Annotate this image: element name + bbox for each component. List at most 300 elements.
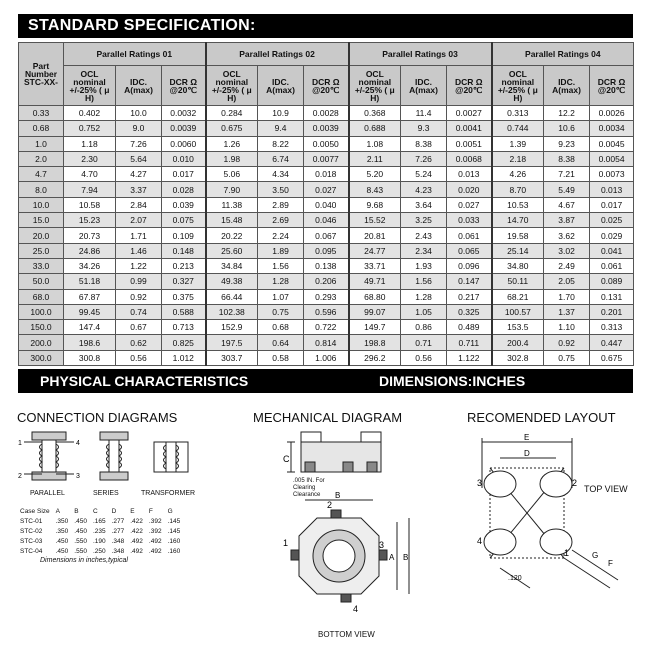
table-cell: 0.041 <box>590 243 634 258</box>
table-cell: 68.80 <box>349 289 401 304</box>
table-cell: 0.825 <box>162 335 206 350</box>
table-cell: 1.22 <box>116 258 162 273</box>
table-cell: 0.447 <box>590 335 634 350</box>
table-cell: 2.11 <box>349 151 401 166</box>
table-cell: 3.62 <box>544 228 590 243</box>
case-cell: .277 <box>111 527 125 535</box>
pad <box>484 471 516 497</box>
case-cell: .450 <box>55 537 69 545</box>
table-cell: 0.109 <box>162 228 206 243</box>
part-number-cell: 0.33 <box>19 106 64 121</box>
table-cell: 0.061 <box>590 258 634 273</box>
case-header-cell: A <box>55 507 60 515</box>
table-cell: 0.148 <box>162 243 206 258</box>
table-row <box>19 228 634 243</box>
table-cell: 20.22 <box>206 228 258 243</box>
table-cell: 0.86 <box>401 320 447 335</box>
series-diagram <box>100 432 128 480</box>
table-cell: 0.0034 <box>590 121 634 136</box>
table-cell: 152.9 <box>206 320 258 335</box>
table-cell: 2.18 <box>492 151 544 166</box>
table-cell: 51.18 <box>64 274 116 289</box>
part-number-cell: 15.0 <box>19 213 64 228</box>
table-cell: 1.08 <box>349 136 401 151</box>
table-cell: 0.018 <box>304 167 349 182</box>
table-cell: 0.313 <box>590 320 634 335</box>
table-cell: 1.26 <box>206 136 258 151</box>
case-cell: .190 <box>92 537 106 545</box>
table-row <box>19 121 634 136</box>
table-cell: 1.98 <box>206 151 258 166</box>
dim-d-label: D <box>524 449 530 458</box>
table-cell: 0.814 <box>304 335 349 350</box>
table-cell: 11.4 <box>401 106 447 121</box>
table-cell: 0.75 <box>258 304 304 319</box>
connection-title: CONNECTION DIAGRAMS <box>17 410 178 425</box>
table-cell: 1.89 <box>258 243 304 258</box>
table-cell: 0.027 <box>304 182 349 197</box>
table-cell: 198.6 <box>64 335 116 350</box>
table-cell: 0.0060 <box>162 136 206 151</box>
table-cell: 1.56 <box>258 258 304 273</box>
pad <box>540 471 572 497</box>
table-cell: 5.49 <box>544 182 590 197</box>
table-cell: 7.90 <box>206 182 258 197</box>
table-cell: 34.26 <box>64 258 116 273</box>
case-row <box>17 546 183 556</box>
case-size-table <box>17 506 183 556</box>
case-cell: .160 <box>167 537 181 545</box>
table-cell: 0.293 <box>304 289 349 304</box>
part-number-cell: 150.0 <box>19 320 64 335</box>
table-cell: 34.84 <box>206 258 258 273</box>
table-cell: 0.010 <box>162 151 206 166</box>
table-cell: 0.752 <box>64 121 116 136</box>
table-cell: 9.3 <box>401 121 447 136</box>
layout-title: RECOMENDED LAYOUT <box>467 410 616 425</box>
case-header-row <box>17 506 183 516</box>
table-cell: 3.25 <box>401 213 447 228</box>
table-cell: 1.05 <box>401 304 447 319</box>
table-cell: 10.9 <box>258 106 304 121</box>
table-cell: 0.067 <box>304 228 349 243</box>
table-cell: 7.26 <box>401 151 447 166</box>
table-cell: 153.5 <box>492 320 544 335</box>
table-cell: 0.722 <box>304 320 349 335</box>
case-cell: STC-02 <box>20 527 43 535</box>
table-cell: 0.0054 <box>590 151 634 166</box>
case-cell: .160 <box>167 547 181 555</box>
pin-label: 2 <box>327 500 333 510</box>
case-cell: .422 <box>130 517 143 525</box>
dimensions-note: Dimensions in inches,typical <box>40 557 128 564</box>
column-header: DCR Ω @20℃ <box>304 66 349 106</box>
table-cell: 2.05 <box>544 274 590 289</box>
table-cell: 9.68 <box>349 197 401 212</box>
case-header-cell: F <box>148 507 153 515</box>
case-cell: .450 <box>74 517 87 525</box>
transformer-label: TRANSFORMER <box>141 490 196 497</box>
table-cell: 200.4 <box>492 335 544 350</box>
case-cell: .492 <box>130 547 143 555</box>
pin-label: 3 <box>379 540 385 550</box>
table-cell: 0.013 <box>590 182 634 197</box>
physical-title: PHYSICAL CHARACTERISTICS <box>40 373 249 389</box>
part-number-cell: 1.0 <box>19 136 64 151</box>
table-cell: 149.7 <box>349 320 401 335</box>
case-cell: STC-03 <box>20 537 43 545</box>
table-cell: 8.70 <box>492 182 544 197</box>
table-cell: 2.89 <box>258 197 304 212</box>
case-cell: .165 <box>92 517 106 525</box>
table-cell: 8.38 <box>544 151 590 166</box>
table-row <box>19 350 634 365</box>
table-cell: 7.26 <box>116 136 162 151</box>
part-number-cell: 0.68 <box>19 121 64 136</box>
table-cell: 3.37 <box>116 182 162 197</box>
table-cell: 1.71 <box>116 228 162 243</box>
table-cell: 1.37 <box>544 304 590 319</box>
table-cell: 14.70 <box>492 213 544 228</box>
table-cell: 9.23 <box>544 136 590 151</box>
table-cell: 0.013 <box>447 167 492 182</box>
table-cell: 5.20 <box>349 167 401 182</box>
table-cell: 0.368 <box>349 106 401 121</box>
table-cell: 20.73 <box>64 228 116 243</box>
pin-label: 4 <box>76 440 80 447</box>
part-number-header: Part Number STC-XX- <box>19 43 64 106</box>
table-cell: 0.711 <box>447 335 492 350</box>
table-cell: 20.81 <box>349 228 401 243</box>
table-cell: 0.147 <box>447 274 492 289</box>
case-header-cell: Case Size <box>20 507 50 515</box>
table-cell: 0.688 <box>349 121 401 136</box>
table-cell: 1.10 <box>544 320 590 335</box>
bottom-view-label: BOTTOM VIEW <box>318 630 375 639</box>
table-cell: 2.34 <box>401 243 447 258</box>
table-cell: 4.23 <box>401 182 447 197</box>
column-header: IDC. A(max) <box>258 66 304 106</box>
pin-label: 4 <box>353 604 359 614</box>
table-cell: 0.58 <box>258 350 304 365</box>
table-cell: 2.69 <box>258 213 304 228</box>
table-cell: 0.089 <box>590 274 634 289</box>
part-number-cell: 200.0 <box>19 335 64 350</box>
table-cell: 3.87 <box>544 213 590 228</box>
table-cell: 0.0073 <box>590 167 634 182</box>
pin-label: 1 <box>18 440 22 447</box>
table-cell: 0.033 <box>447 213 492 228</box>
spec-table <box>18 42 634 366</box>
table-cell: 7.21 <box>544 167 590 182</box>
table-cell: 4.26 <box>492 167 544 182</box>
table-cell: 197.5 <box>206 335 258 350</box>
table-cell: 5.06 <box>206 167 258 182</box>
table-cell: 147.4 <box>64 320 116 335</box>
table-cell: 0.065 <box>447 243 492 258</box>
table-cell: 0.0026 <box>590 106 634 121</box>
column-header: IDC. A(max) <box>401 66 447 106</box>
side-view <box>287 432 381 472</box>
table-cell: 0.0032 <box>162 106 206 121</box>
table-cell: 0.138 <box>304 258 349 273</box>
table-cell: 4.34 <box>258 167 304 182</box>
part-number-cell: 2.0 <box>19 151 64 166</box>
table-cell: 2.24 <box>258 228 304 243</box>
case-row <box>17 536 183 546</box>
case-header-cell: E <box>130 507 135 515</box>
series-label: SERIES <box>93 490 119 497</box>
table-cell: 0.0068 <box>447 151 492 166</box>
case-cell: .145 <box>167 517 181 525</box>
case-row <box>17 526 183 536</box>
dim-spacing-label: .120 <box>508 575 522 582</box>
table-cell: 2.43 <box>401 228 447 243</box>
table-cell: 34.80 <box>492 258 544 273</box>
case-cell: .350 <box>55 517 69 525</box>
table-cell: 0.56 <box>401 350 447 365</box>
column-header: OCL nominal +/-25% ( μ H) <box>492 66 544 106</box>
table-cell: 3.02 <box>544 243 590 258</box>
table-cell: 49.71 <box>349 274 401 289</box>
table-cell: 0.017 <box>590 197 634 212</box>
pad-label: 2 <box>572 478 578 488</box>
pad <box>484 529 516 555</box>
table-cell: 0.027 <box>447 197 492 212</box>
case-cell: .348 <box>111 537 125 545</box>
part-number-cell: 10.0 <box>19 197 64 212</box>
table-cell: 2.84 <box>116 197 162 212</box>
table-cell: 0.0041 <box>447 121 492 136</box>
table-row <box>19 182 634 197</box>
table-cell: 1.006 <box>304 350 349 365</box>
case-header-cell: C <box>92 507 98 515</box>
table-cell: 11.38 <box>206 197 258 212</box>
clearance-note: .005 IN. For Clearing Clearance <box>293 478 325 498</box>
column-header: OCL nominal +/-25% ( μ H) <box>206 66 258 106</box>
column-header: DCR Ω @20℃ <box>447 66 492 106</box>
case-cell: .450 <box>55 547 69 555</box>
table-cell: 5.64 <box>116 151 162 166</box>
table-cell: 2.07 <box>116 213 162 228</box>
column-header: IDC. A(max) <box>544 66 590 106</box>
table-cell: 1.122 <box>447 350 492 365</box>
column-header: OCL nominal +/-25% ( μ H) <box>349 66 401 106</box>
table-cell: 296.2 <box>349 350 401 365</box>
case-header-cell: G <box>167 507 173 515</box>
pin-label: 2 <box>18 473 22 480</box>
part-number-cell: 68.0 <box>19 289 64 304</box>
case-cell: .145 <box>167 527 181 535</box>
part-number-cell: 4.7 <box>19 167 64 182</box>
table-cell: 0.68 <box>258 320 304 335</box>
pad-label: 3 <box>477 478 483 488</box>
table-cell: 24.77 <box>349 243 401 258</box>
table-cell: 303.7 <box>206 350 258 365</box>
case-header-cell: D <box>111 507 117 515</box>
part-number-cell: 50.0 <box>19 274 64 289</box>
table-cell: 0.313 <box>492 106 544 121</box>
table-cell: 12.2 <box>544 106 590 121</box>
table-cell: 0.217 <box>447 289 492 304</box>
table-cell: 0.92 <box>544 335 590 350</box>
table-cell: 0.0050 <box>304 136 349 151</box>
table-cell: 0.675 <box>206 121 258 136</box>
table-cell: 0.99 <box>116 274 162 289</box>
case-cell: .422 <box>130 527 143 535</box>
table-cell: 0.675 <box>590 350 634 365</box>
pad-label: 4 <box>477 536 483 546</box>
table-cell: 25.14 <box>492 243 544 258</box>
table-cell: 0.489 <box>447 320 492 335</box>
table-cell: 0.0077 <box>304 151 349 166</box>
table-cell: 300.8 <box>64 350 116 365</box>
dim-a-label: A <box>389 553 395 562</box>
group-header: Parallel Ratings 04 <box>492 43 634 66</box>
table-cell: 0.402 <box>64 106 116 121</box>
dim-c-label: C <box>283 454 290 464</box>
table-cell: 15.23 <box>64 213 116 228</box>
table-row <box>19 136 634 151</box>
case-cell: .350 <box>55 527 69 535</box>
part-number-cell: 300.0 <box>19 350 64 365</box>
dim-b-label: B <box>403 553 409 562</box>
table-cell: 4.70 <box>64 167 116 182</box>
table-cell: 0.046 <box>304 213 349 228</box>
table-cell: 0.040 <box>304 197 349 212</box>
case-cell: STC-01 <box>20 517 43 525</box>
table-cell: 49.38 <box>206 274 258 289</box>
table-cell: 0.029 <box>590 228 634 243</box>
top-view-label: TOP VIEW <box>584 484 628 494</box>
table-cell: 67.87 <box>64 289 116 304</box>
parallel-diagram <box>24 432 74 480</box>
table-cell: 8.22 <box>258 136 304 151</box>
table-cell: 1.28 <box>258 274 304 289</box>
group-header: Parallel Ratings 01 <box>64 43 206 66</box>
table-cell: 0.0039 <box>304 121 349 136</box>
table-cell: 10.0 <box>116 106 162 121</box>
table-cell: 50.11 <box>492 274 544 289</box>
table-cell: 9.0 <box>116 121 162 136</box>
column-header: IDC. A(max) <box>116 66 162 106</box>
table-cell: 6.74 <box>258 151 304 166</box>
table-cell: 0.075 <box>162 213 206 228</box>
table-cell: 102.38 <box>206 304 258 319</box>
part-number-cell: 33.0 <box>19 258 64 273</box>
table-cell: 15.48 <box>206 213 258 228</box>
table-cell: 19.58 <box>492 228 544 243</box>
table-cell: 0.92 <box>116 289 162 304</box>
table-cell: 24.86 <box>64 243 116 258</box>
table-cell: 1.56 <box>401 274 447 289</box>
layout-diagram <box>460 428 636 604</box>
physical-bar <box>18 369 633 393</box>
part-number-cell: 25.0 <box>19 243 64 258</box>
table-cell: 10.58 <box>64 197 116 212</box>
case-cell: .450 <box>74 527 87 535</box>
transformer-diagram <box>154 442 188 472</box>
table-cell: 0.75 <box>544 350 590 365</box>
group-header: Parallel Ratings 03 <box>349 43 492 66</box>
dim-f-label: F <box>608 559 613 568</box>
table-cell: 198.8 <box>349 335 401 350</box>
spec-title: STANDARD SPECIFICATION: <box>28 17 256 34</box>
table-cell: 66.44 <box>206 289 258 304</box>
table-cell: 10.53 <box>492 197 544 212</box>
table-cell: 0.62 <box>116 335 162 350</box>
table-cell: 0.0039 <box>162 121 206 136</box>
table-cell: 8.43 <box>349 182 401 197</box>
table-cell: 4.27 <box>116 167 162 182</box>
table-cell: 0.028 <box>162 182 206 197</box>
table-cell: 5.24 <box>401 167 447 182</box>
case-row <box>17 516 183 526</box>
table-row <box>19 258 634 273</box>
table-row <box>19 274 634 289</box>
case-cell: .250 <box>92 547 106 555</box>
table-cell: 0.020 <box>447 182 492 197</box>
table-cell: 1.07 <box>258 289 304 304</box>
table-cell: 7.94 <box>64 182 116 197</box>
table-row <box>19 197 634 212</box>
dim-e-label: E <box>524 433 530 442</box>
table-cell: 2.49 <box>544 258 590 273</box>
table-cell: 0.74 <box>116 304 162 319</box>
table-row <box>19 243 634 258</box>
table-cell: 0.588 <box>162 304 206 319</box>
case-header-cell: B <box>74 507 79 515</box>
table-cell: 25.60 <box>206 243 258 258</box>
table-cell: 0.64 <box>258 335 304 350</box>
case-cell: .392 <box>148 527 162 535</box>
table-cell: 9.4 <box>258 121 304 136</box>
table-cell: 68.21 <box>492 289 544 304</box>
pin-label: 3 <box>76 473 80 480</box>
table-cell: 3.50 <box>258 182 304 197</box>
table-cell: 1.39 <box>492 136 544 151</box>
table-row <box>19 151 634 166</box>
column-header: DCR Ω @20℃ <box>590 66 634 106</box>
table-cell: 99.07 <box>349 304 401 319</box>
table-cell: 1.46 <box>116 243 162 258</box>
pad-label: 1 <box>564 548 570 558</box>
table-cell: 99.45 <box>64 304 116 319</box>
case-cell: .492 <box>130 537 143 545</box>
table-cell: 2.30 <box>64 151 116 166</box>
table-cell: 1.70 <box>544 289 590 304</box>
part-number-cell: 8.0 <box>19 182 64 197</box>
table-row <box>19 304 634 319</box>
dimensions-title: DIMENSIONS:INCHES <box>379 373 526 389</box>
table-row <box>19 320 634 335</box>
table-cell: 0.713 <box>162 320 206 335</box>
table-cell: 0.596 <box>304 304 349 319</box>
table-cell: 0.71 <box>401 335 447 350</box>
table-row <box>19 335 634 350</box>
table-cell: 0.095 <box>304 243 349 258</box>
table-cell: 0.213 <box>162 258 206 273</box>
pin-label: 1 <box>283 538 289 548</box>
dim-b-label: B <box>335 491 341 500</box>
table-cell: 0.061 <box>447 228 492 243</box>
table-cell: 0.096 <box>447 258 492 273</box>
table-cell: 302.8 <box>492 350 544 365</box>
table-cell: 0.0045 <box>590 136 634 151</box>
column-header: DCR Ω @20℃ <box>162 66 206 106</box>
table-row <box>19 106 634 121</box>
table-row <box>19 289 634 304</box>
